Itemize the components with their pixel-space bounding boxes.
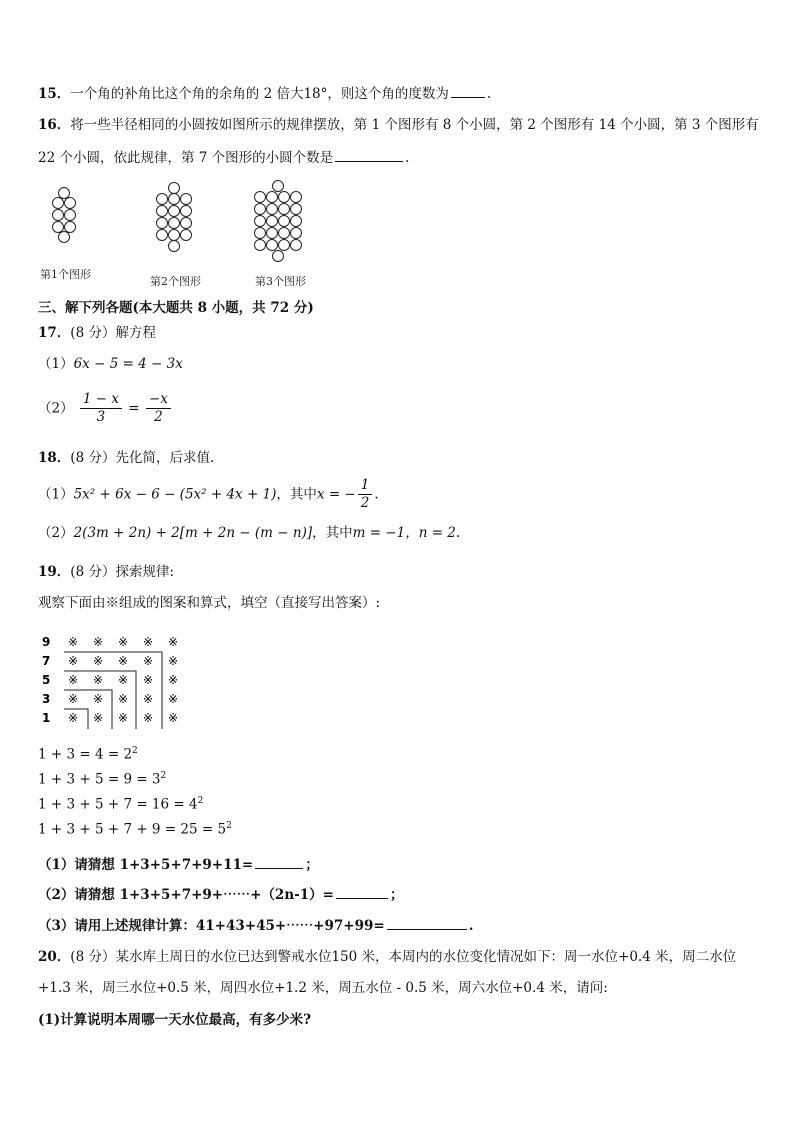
small-circle: [157, 206, 168, 217]
star-symbol: ※: [168, 711, 179, 725]
small-circle: [255, 240, 266, 251]
small-circle: [169, 230, 180, 241]
small-circle: [169, 241, 180, 252]
fraction-right: $\frac{-x}{2}$: [146, 391, 171, 426]
q19-sub1: [38, 855, 319, 873]
q20-sub1: (1)计算说明本周哪一天水位最高，有多少米?: [38, 1012, 312, 1028]
q17-part2: [38, 391, 173, 426]
star-symbol: ※: [93, 711, 104, 725]
q19-intro: 观察下面由※组成的图案和算式，填空（直接写出答案）:: [38, 595, 381, 611]
figure-caption-2: 第2个图形: [150, 275, 201, 288]
small-circle: [279, 216, 290, 227]
question-19: [38, 564, 174, 580]
small-circle: [267, 240, 278, 251]
small-circle: [279, 192, 290, 203]
star-symbol: ※: [68, 692, 79, 706]
row-label: 7: [42, 654, 51, 668]
small-circle: [59, 188, 70, 199]
small-circle: [267, 204, 278, 215]
question-number: 17．: [38, 325, 71, 341]
star-symbol: ※: [168, 673, 179, 687]
star-symbol: ※: [93, 692, 104, 706]
circle-figure-3: [255, 181, 302, 262]
star-pattern-figure: [38, 630, 188, 730]
answer-blank[interactable]: [255, 855, 303, 869]
small-circle: [53, 210, 64, 221]
question-text: (8 分）探索规律:: [70, 564, 174, 580]
question-16-line2: [38, 148, 409, 166]
question-16-line1: [38, 117, 759, 133]
star-symbol: ※: [93, 673, 104, 687]
small-circle: [291, 204, 302, 215]
expression: 2(3m + 2n) + 2[m + 2n − (m − n)]: [73, 525, 313, 541]
q19-sub2: [38, 885, 403, 903]
row-label: 1: [42, 711, 51, 725]
star-symbol: ※: [168, 654, 179, 668]
period: .: [486, 86, 492, 102]
fraction: $\frac{1}{2}$: [358, 477, 373, 512]
question-17: [38, 325, 156, 341]
small-circle: [59, 232, 70, 243]
small-circle: [157, 194, 168, 205]
star-symbol: ※: [143, 711, 154, 725]
answer-blank[interactable]: [335, 148, 403, 162]
small-circle: [169, 183, 180, 194]
small-circle: [181, 230, 192, 241]
star-symbol: ※: [168, 635, 179, 649]
figure-caption-1: 第1个图形: [40, 268, 91, 281]
sub-question-text: （1）请猜想 1+3+5+7+9+11=: [38, 857, 254, 873]
question-number: 20．: [38, 949, 71, 965]
period: .: [405, 150, 410, 166]
star-symbol: ※: [143, 635, 154, 649]
variable-values: m = −1，n = 2: [352, 525, 456, 541]
star-symbol: ※: [118, 711, 129, 725]
question-20-line1: [38, 949, 736, 965]
star-symbol: ※: [118, 654, 129, 668]
small-circle: [267, 228, 278, 239]
fraction-left: $\frac{1 - x}{3}$: [80, 391, 122, 426]
question-text: 22 个小圆，依此规律，第 7 个图形的小圆个数是: [38, 150, 334, 166]
star-symbol: ※: [118, 673, 129, 687]
small-circle: [291, 228, 302, 239]
equation: 6x − 5 = 4 − 3x: [73, 356, 183, 372]
star-symbol: ※: [68, 711, 79, 725]
star-symbol: ※: [118, 635, 129, 649]
small-circle: [279, 228, 290, 239]
row-label: 3: [42, 692, 51, 706]
star-symbol: ※: [168, 692, 179, 706]
small-circle: [181, 218, 192, 229]
expression: 5x² + 6x − 6 − (5x² + 4x + 1): [73, 486, 277, 503]
question-number: 19．: [38, 564, 71, 580]
period: .: [455, 525, 461, 541]
small-circle: [255, 204, 266, 215]
row-label: 9: [42, 635, 51, 649]
star-symbol: ※: [68, 673, 79, 687]
where-text: ，其中: [312, 525, 353, 541]
answer-blank[interactable]: [387, 916, 467, 930]
star-symbol: ※: [118, 692, 129, 706]
star-symbol: ※: [68, 635, 79, 649]
question-text: 一个角的补角比这个角的余角的 2 倍大18°，则这个角的度数为: [70, 86, 449, 102]
small-circle: [169, 206, 180, 217]
circle-figure-2: [157, 183, 192, 252]
small-circle: [181, 206, 192, 217]
small-circle: [53, 222, 64, 233]
circle-figure-1: [53, 188, 76, 243]
small-circle: [157, 218, 168, 229]
small-circle: [279, 204, 290, 215]
small-circle: [169, 218, 180, 229]
question-15: [38, 84, 491, 102]
part-label: （2）: [38, 400, 74, 417]
star-symbol: ※: [68, 654, 79, 668]
answer-blank[interactable]: [451, 84, 485, 98]
equation-3: $1 + 3 + 5 + 7 = 16 = 4^2$: [38, 796, 204, 813]
small-circle: [291, 240, 302, 251]
row-label: 5: [42, 673, 51, 687]
equation-2: $1 + 3 + 5 = 9 = 3^2$: [38, 771, 167, 788]
small-circle: [291, 216, 302, 227]
part-label: （1）: [38, 486, 74, 503]
question-number: 15．: [38, 86, 71, 102]
question-18: [38, 450, 214, 466]
small-circle: [273, 181, 284, 192]
sub-question-text: （2）请猜想 1+3+5+7+9+⋯⋯+（2n-1）=: [38, 887, 334, 903]
small-circle: [255, 216, 266, 227]
small-circle: [279, 240, 290, 251]
small-circle: [169, 194, 180, 205]
star-symbol: ※: [93, 654, 104, 668]
small-circle: [267, 216, 278, 227]
where-text: ，其中: [276, 486, 317, 503]
q19-sub3: [38, 916, 473, 934]
question-number: 18．: [38, 450, 71, 466]
equation-4: $1 + 3 + 5 + 7 + 9 = 25 = 5^2$: [38, 821, 232, 838]
part-label: （2）: [38, 525, 74, 541]
small-circle: [255, 228, 266, 239]
equals-sign: =: [128, 400, 140, 417]
question-text: (8 分）某水库上周日的水位已达到警戒水位150 米，本周内的水位变化情况如下：周一水位+0.4 米，周二水位: [70, 949, 737, 965]
part-label: （1）: [38, 356, 74, 372]
small-circle: [255, 192, 266, 203]
small-circle: [65, 210, 76, 221]
punctuation: .: [468, 918, 474, 934]
sub-question-text: （3）请用上述规律计算：41+43+45+⋯⋯+97+99=: [38, 918, 385, 934]
star-symbol: ※: [143, 692, 154, 706]
q17-part1: [38, 356, 183, 372]
small-circle: [53, 198, 64, 209]
question-text: (8 分）解方程: [70, 325, 156, 341]
q18-part1: [38, 477, 379, 512]
star-symbol: ※: [143, 654, 154, 668]
variable-value: x = −: [316, 486, 356, 503]
small-circle: [65, 222, 76, 233]
q18-part2: [38, 525, 460, 541]
small-circle: [181, 194, 192, 205]
equation-1: $1 + 3 = 4 = 2^2$: [38, 746, 138, 763]
small-circle: [267, 192, 278, 203]
star-symbol: ※: [93, 635, 104, 649]
small-circle: [273, 251, 284, 262]
punctuation: ；: [389, 887, 404, 903]
section-heading: 三、解下列各题(本大题共 8 小题，共 72 分): [38, 300, 314, 316]
question-20-line2: +1.3 米，周三水位+0.5 米，周四水位+1.2 米，周五水位 - 0.5 米，周六水位+0.4 米，请问:: [38, 980, 608, 996]
answer-blank[interactable]: [336, 885, 388, 899]
question-text: 将一些半径相同的小圆按如图所示的规律摆放，第 1 个图形有 8 个小圆，第 2 个图形有 14 个小圆，第 3 个图形有: [70, 117, 759, 133]
period: .: [374, 486, 379, 503]
question-text: (8 分）先化简，后求值.: [70, 450, 215, 466]
small-circle: [157, 230, 168, 241]
small-circle: [65, 198, 76, 209]
figure-caption-3: 第3个图形: [255, 275, 306, 288]
question-number: 16．: [38, 117, 71, 133]
small-circle: [291, 192, 302, 203]
star-symbol: ※: [143, 673, 154, 687]
punctuation: ；: [305, 857, 319, 873]
